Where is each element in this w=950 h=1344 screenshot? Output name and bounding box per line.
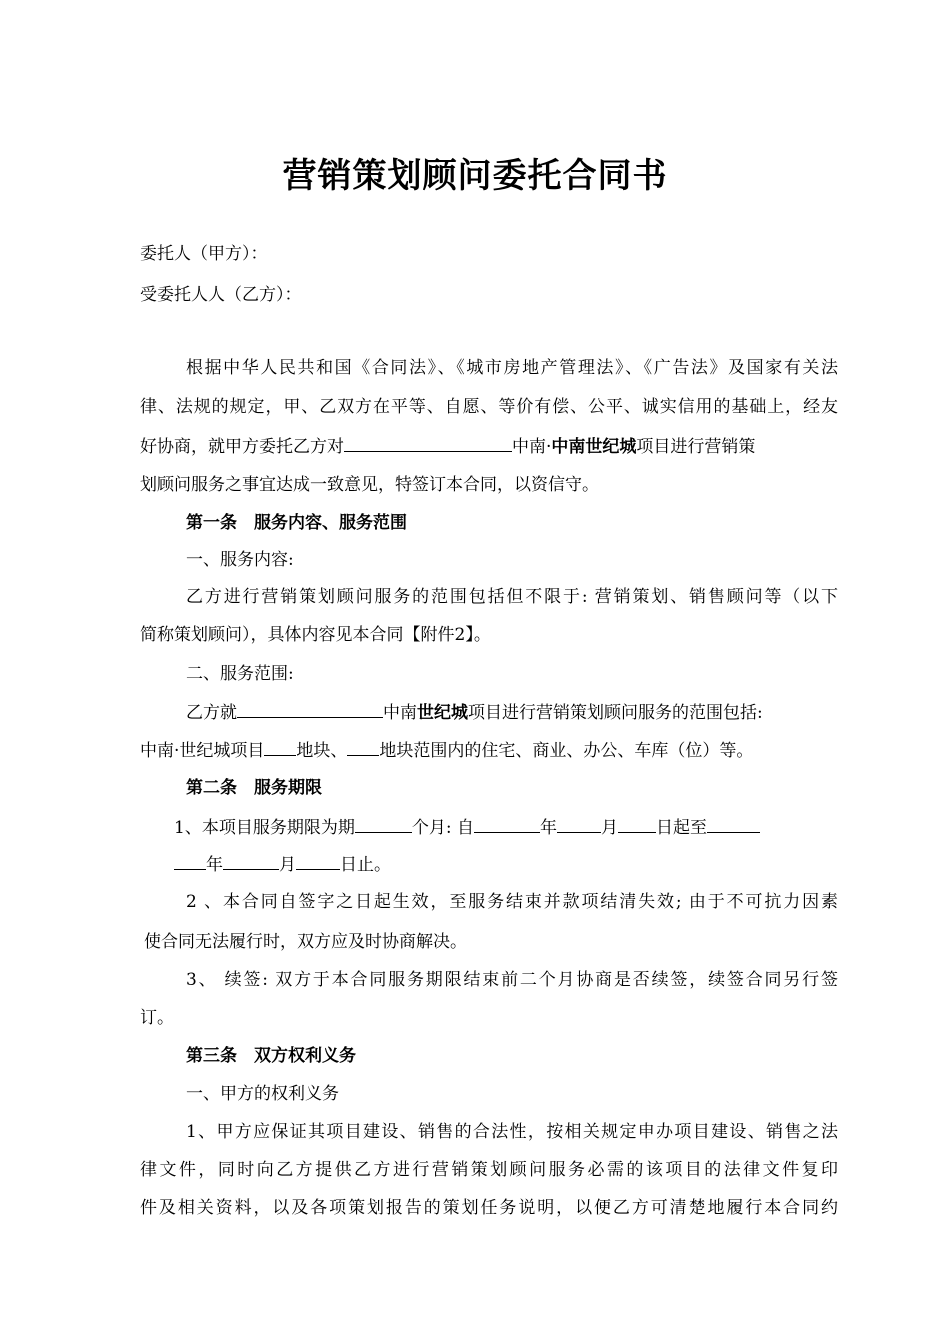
article-2-item-3: 3、 续签: 双方于本合同服务期限结束前二个月协商是否续签，续签合同另行签 [186,970,838,990]
article-3-heading: 第三条 双方权利义务 [186,1046,356,1066]
project-name: 世纪城 [417,703,468,723]
term-text: 1、本项目服务期限为期 [174,818,355,838]
article-2-heading: 第二条 服务期限 [186,778,322,798]
party-b-line: 受委托人人（乙方）： [140,285,302,305]
preamble-line-2: 律、法规的规定，甲、乙双方在平等、自愿、等价有偿、公平、诚实信用的基础上，经友 [140,397,838,417]
blank-field [223,851,279,870]
article-1-text-3 [186,699,763,726]
article-3-text-3: 件及相关资料，以及各项策划报告的策划任务说明，以便乙方可清楚地履行本合同约 [140,1198,838,1218]
preamble-text: 好协商，就甲方委托乙方对 [140,437,344,457]
document-title: 营销策划顾问委托合同书 [282,156,668,196]
blank-field [618,814,656,833]
article-1-text-1: 乙方进行营销策划顾问服务的范围包括但不限于: 营销策划、销售顾问等（以下 [186,587,838,607]
article-2-item-2: 2 、本合同自签字之日起生效，至服务结束并款项结清失效; 由于不可抗力因素 [186,892,838,912]
article-2-item-1-cont [174,851,391,878]
preamble-text: 项目进行营销策 [636,437,756,457]
blank-field [237,699,383,718]
project-name: 中南世纪城 [551,437,637,457]
article-1-subheading-2: 二、服务范围: [186,664,294,684]
blank-field [344,433,512,452]
blank-field [296,851,340,870]
scope-text: 中南 [383,703,417,723]
term-text: 年 [539,818,557,838]
blank-field [264,737,296,756]
preamble-text: 中南· [512,437,552,457]
scope-text: 地块范围内的住宅、商业、办公、车库（位）等。 [379,741,754,761]
preamble-line-4: 划顾问服务之事宜达成一致意见，特签订本合同，以资信守。 [140,475,599,495]
term-text: 日起至 [655,818,707,838]
article-2-item-1 [174,814,760,841]
article-3-text-1: 1、甲方应保证其项目建设、销售的合法性，按相关规定申办项目建设、销售之法 [186,1122,838,1142]
scope-text: 项目进行营销策划顾问服务的范围包括: [468,703,763,723]
article-1-heading: 第一条 服务内容、服务范围 [186,513,407,533]
preamble-line-3 [140,433,755,460]
term-text: 个月: 自 [411,818,474,838]
blank-field [474,814,540,833]
scope-text: 中南·世纪城项目 [140,741,265,761]
article-3-text-2: 律文件，同时向乙方提供乙方进行营销策划顾问服务必需的该项目的法律文件复印 [140,1160,838,1180]
term-text: 日止。 [340,855,391,875]
blank-field [557,814,601,833]
scope-text: 乙方就 [186,703,237,723]
blank-field [707,814,760,833]
term-text: 月 [279,855,296,875]
article-1-text-4 [140,737,753,764]
scope-text: 地块、 [296,741,348,761]
blank-field [347,737,379,756]
blank-field [355,814,412,833]
blank-field [174,851,206,870]
article-2-item-2-cont: 使合同无法履行时，双方应及时协商解决。 [144,932,467,952]
article-2-item-3-cont: 订。 [140,1008,174,1028]
term-text: 年 [206,855,223,875]
preamble-line-1: 根据中华人民共和国《合同法》、《城市房地产管理法》、《广告法》及国家有关法 [186,358,838,378]
article-1-subheading-1: 一、服务内容: [186,550,294,570]
term-text: 月 [600,818,618,838]
article-3-subheading-1: 一、甲方的权利义务 [186,1084,339,1104]
party-a-line: 委托人（甲方）： [140,244,268,264]
article-1-text-2: 简称策划顾问），具体内容见本合同【附件2】。 [140,625,491,645]
